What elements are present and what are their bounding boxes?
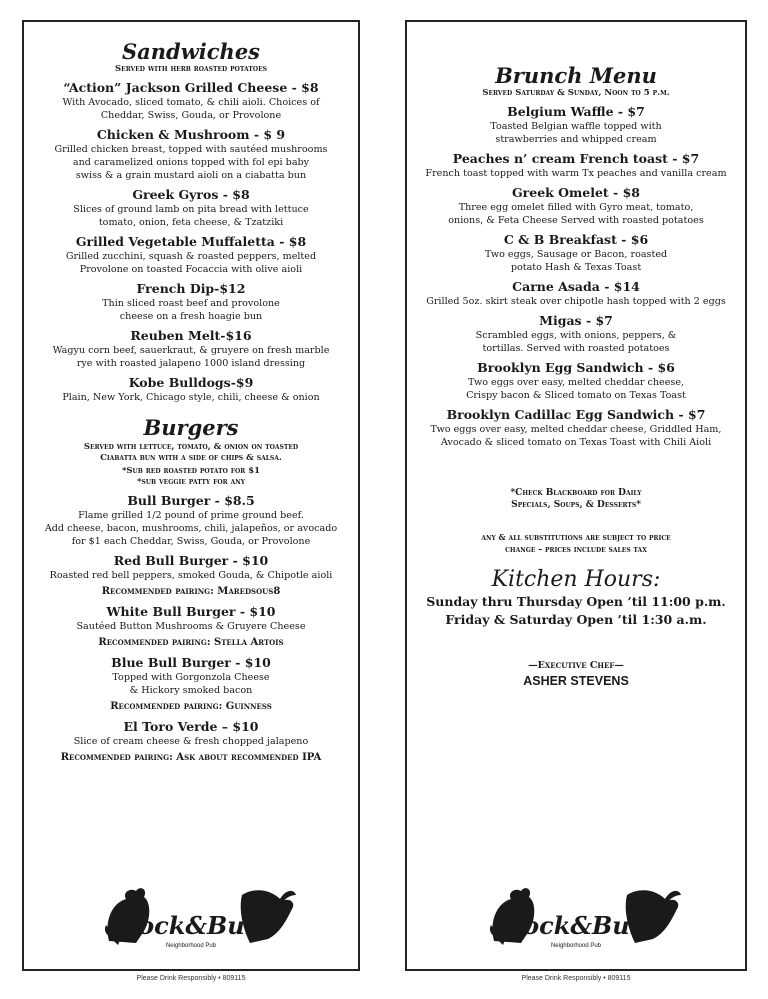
- item-title: Chicken & Mushroom - $ 9: [96, 127, 286, 142]
- substitutions-note: change – prices include sales tax: [505, 544, 647, 554]
- item-desc: Toasted Belgian waffle topped with: [490, 121, 662, 132]
- logo-tagline: Neighborhood Pub: [550, 943, 602, 949]
- item-title: Belgium Waffle - $7: [507, 104, 645, 119]
- menu-item: [24, 493, 358, 548]
- item-title: Reuben Melt-$16: [130, 328, 252, 343]
- item-title: “Action” Jackson Grilled Cheese - $8: [63, 80, 319, 95]
- item-desc: cheese on a fresh hoagie bun: [119, 311, 263, 322]
- item-desc: Roasted red bell peppers, smoked Gouda, & Chipotle aioli: [49, 570, 333, 581]
- item-desc: rye with roasted jalapeno 1000 island dressing: [76, 358, 306, 369]
- item-desc: Add cheese, bacon, mushrooms, chili, jalapeños, or avocado: [44, 523, 338, 534]
- item-desc: Grilled zucchini, squash & roasted peppers, melted: [65, 251, 317, 262]
- brunch-title: Brunch Menu: [495, 63, 657, 88]
- chef-label: —Executive Chef—: [528, 660, 624, 671]
- item-title: Carne Asada - $14: [512, 279, 640, 294]
- menu-item: [24, 553, 358, 599]
- item-desc: Scrambled eggs, with onions, peppers, &: [475, 330, 677, 341]
- item-desc: Flame grilled 1/2 pound of prime ground beef.: [78, 510, 304, 521]
- brunch-panel: [405, 20, 747, 971]
- item-title: Red Bull Burger - $10: [113, 553, 269, 568]
- item-title: Peaches n’ cream French toast - $7: [452, 151, 700, 166]
- item-desc: Avocado & sliced tomato on Texas Toast with Chili Aioli: [440, 437, 712, 448]
- menu-item: [24, 187, 358, 229]
- item-desc: Crispy bacon & Sliced tomato on Texas Toast: [466, 390, 686, 401]
- item-title: Kobe Bulldogs-$9: [128, 375, 254, 390]
- item-desc: Cheddar, Swiss, Gouda, or Provolone: [100, 110, 282, 121]
- kitchen-hours-title: Kitchen Hours:: [491, 567, 661, 592]
- menu-item: [407, 232, 745, 274]
- menu-item: [407, 313, 745, 355]
- item-title: Greek Gyros - $8: [132, 187, 250, 202]
- menu-item: [24, 234, 358, 276]
- brunch-subtitle: Served Saturday & Sunday, Noon to 5 p.m.: [482, 88, 670, 98]
- menu-item: [24, 655, 358, 714]
- burgers-note: *Sub red roasted potato for $1: [121, 466, 261, 476]
- item-pairing: Recommended pairing: Stella Artois: [98, 637, 284, 648]
- item-desc: Two eggs over easy, melted cheddar cheese, Griddled Ham,: [430, 424, 722, 435]
- item-desc: Two eggs over easy, melted cheddar cheese,: [467, 377, 685, 388]
- item-desc: Slice of cream cheese & fresh chopped jalapeno: [73, 736, 309, 747]
- item-pairing: Recommended pairing: Guinness: [110, 701, 272, 712]
- menu-item: [407, 104, 745, 146]
- kitchen-hours-line: Friday & Saturday Open ’til 1:30 a.m.: [445, 612, 707, 627]
- sandwiches-subtitle: Served with herb roasted potatoes: [115, 64, 267, 74]
- item-desc: strawberries and whipped cream: [495, 134, 657, 145]
- footer-note: Please Drink Responsibly • 809115: [136, 975, 246, 982]
- item-desc: French toast topped with warm Tx peaches and vanilla cream: [425, 168, 727, 179]
- item-title: French Dip-$12: [136, 281, 246, 296]
- menu-item: [24, 328, 358, 370]
- menu-item: [24, 281, 358, 323]
- chef-name: ASHER STEVENS: [523, 674, 629, 688]
- item-desc: Topped with Gorgonzola Cheese: [112, 672, 270, 683]
- item-title: Brooklyn Cadillac Egg Sandwich - $7: [446, 407, 706, 422]
- menu-item: [24, 80, 358, 122]
- logo-tagline: Neighborhood Pub: [165, 943, 217, 949]
- item-title: Brooklyn Egg Sandwich - $6: [477, 360, 675, 375]
- menu-item: [407, 151, 745, 180]
- burgers-title: Burgers: [143, 415, 239, 440]
- item-title: Migas - $7: [539, 313, 613, 328]
- item-desc: tortillas. Served with roasted potatoes: [482, 343, 670, 354]
- burgers-subtitle: Ciabatta bun with a side of chips & salsa.: [100, 453, 282, 463]
- item-desc: Two eggs, Sausage or Bacon, roasted: [484, 249, 668, 260]
- item-desc: Provolone on toasted Focaccia with olive aioli: [79, 264, 303, 275]
- item-pairing: Recommended pairing: Ask about recommended IPA: [60, 752, 322, 763]
- item-desc: Thin sliced roast beef and provolone: [102, 298, 280, 309]
- item-desc: Sautéed Button Mushrooms & Gruyere Cheese: [76, 621, 306, 632]
- menu-item: [24, 127, 358, 182]
- item-title: El Toro Verde – $10: [123, 719, 259, 734]
- menu-item: [407, 360, 745, 402]
- substitutions-note: any & all substitutions are subject to price: [481, 532, 671, 542]
- item-desc: tomato, onion, feta cheese, & Tzatziki: [98, 217, 284, 228]
- item-desc: potato Hash & Texas Toast: [510, 262, 642, 273]
- menu-item: [24, 375, 358, 404]
- item-desc: Grilled chicken breast, topped with sautéed mushrooms: [54, 144, 328, 155]
- item-title: Blue Bull Burger - $10: [111, 655, 271, 670]
- logo-title: Cock&Bull: [119, 911, 263, 940]
- item-title: Grilled Vegetable Muffaletta - $8: [75, 234, 307, 249]
- item-desc: Slices of ground lamb on pita bread with lettuce: [73, 204, 309, 215]
- kitchen-hours-line: Sunday thru Thursday Open ’til 11:00 p.m.: [426, 594, 726, 609]
- sandwiches-burgers-panel: [22, 20, 360, 971]
- burgers-subtitle: Served with lettuce, tomato, & onion on toasted: [83, 442, 299, 452]
- menu-item: [24, 719, 358, 765]
- menu-item: [407, 279, 745, 308]
- burgers-note: *sub veggie patty for any: [136, 477, 246, 487]
- item-title: Greek Omelet - $8: [511, 185, 640, 200]
- item-title: White Bull Burger - $10: [106, 604, 276, 619]
- item-desc: Plain, New York, Chicago style, chili, cheese & onion: [62, 392, 320, 403]
- item-desc: and caramelized onions topped with fol epi baby: [72, 157, 310, 168]
- item-desc: swiss & a grain mustard aioli on a ciabatta bun: [75, 170, 307, 181]
- item-title: Bull Burger - $8.5: [127, 493, 255, 508]
- menu-item: [24, 604, 358, 650]
- footer-note: Please Drink Responsibly • 809115: [521, 975, 631, 982]
- item-desc: & Hickory smoked bacon: [129, 685, 253, 696]
- blackboard-note: *Check Blackboard for Daily: [510, 488, 642, 498]
- item-desc: With Avocado, sliced tomato, & chili aioli. Choices of: [62, 97, 320, 108]
- cock-and-bull-logo: [24, 881, 358, 957]
- item-pairing: Recommended pairing: Maredsous8: [101, 586, 281, 597]
- item-desc: onions, & Feta Cheese Served with roasted potatoes: [448, 215, 704, 226]
- logo-title: Cock&Bull: [504, 911, 648, 940]
- sandwiches-title: Sandwiches: [121, 39, 261, 64]
- item-desc: for $1 each Cheddar, Swiss, Gouda, or Provolone: [71, 536, 311, 547]
- cock-and-bull-logo: [407, 881, 745, 957]
- item-desc: Grilled 5oz. skirt steak over chipotle hash topped with 2 eggs: [426, 296, 726, 307]
- menu-item: [407, 407, 745, 449]
- item-desc: Wagyu corn beef, sauerkraut, & gruyere on fresh marble: [52, 345, 330, 356]
- blackboard-note: Specials, Soups, & Desserts*: [511, 500, 641, 510]
- menu-item: [407, 185, 745, 227]
- item-desc: Three egg omelet filled with Gyro meat, tomato,: [458, 202, 694, 213]
- item-title: C & B Breakfast - $6: [503, 232, 649, 247]
